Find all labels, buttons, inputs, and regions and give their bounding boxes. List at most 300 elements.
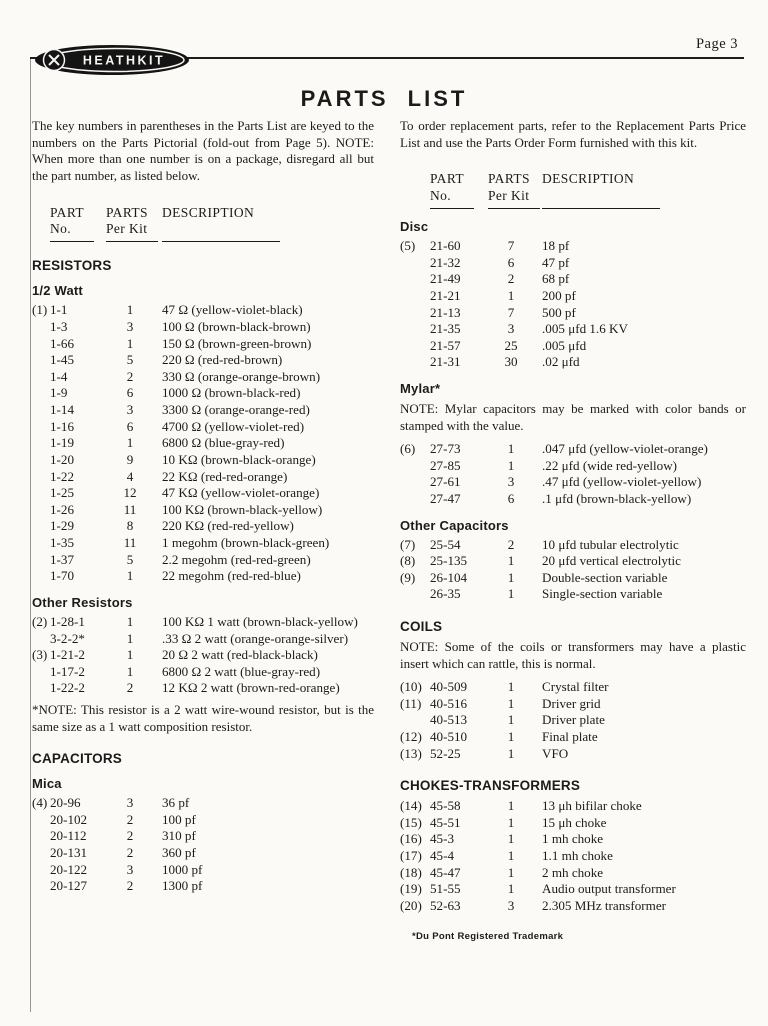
part-description: 4700 Ω (yellow-violet-red) [162, 418, 305, 434]
parts-per-kit: 3 [507, 474, 515, 490]
part-key-number [32, 862, 50, 879]
part-number: 45-58 [430, 798, 461, 814]
part-number: 21-31 [430, 354, 461, 370]
column-header-key-spacer [400, 171, 430, 209]
parts-per-kit: 1 [507, 814, 515, 830]
parts-per-kit: 1 [507, 881, 515, 897]
part-description: 47 KΩ (yellow-violet-orange) [162, 485, 320, 501]
table-row [32, 402, 374, 419]
part-number: 40-509 [430, 679, 468, 694]
section-heading: COILS [400, 619, 443, 634]
table-row [32, 568, 374, 585]
table-row [400, 255, 746, 272]
part-number: 1-4 [50, 368, 68, 384]
trademark-footnote: *Du Pont Registered Trademark [412, 930, 564, 942]
content-columns [32, 118, 746, 1026]
parts-per-kit: 2 [126, 878, 134, 894]
part-description: 3300 Ω (orange-orange-red) [162, 402, 310, 417]
section-heading: CAPACITORS [32, 751, 123, 766]
part-number: 45-4 [430, 848, 455, 863]
parts-per-kit: 6 [507, 254, 515, 270]
intro-paragraph-left: The key numbers in parentheses in the Parts List are keyed to the numbers on the Parts Pictorial (fold-out from Page 5). NOTE: When more than one number is on a package, disregard all but the part number, as listed below. [32, 118, 374, 183]
part-description: Driver grid [542, 695, 601, 711]
table-row [32, 828, 374, 845]
left-column-blocks [32, 205, 374, 895]
parts-rows [400, 537, 746, 604]
part-description: 36 pf [162, 795, 190, 810]
parts-per-kit: 1 [126, 568, 134, 584]
part-description: 20 μfd vertical electrolytic [542, 553, 681, 569]
table-row [32, 664, 374, 681]
parts-per-kit: 5 [126, 551, 134, 567]
table-row [400, 848, 746, 865]
parts-per-kit: 1 [126, 435, 134, 451]
part-number: 1-26 [50, 501, 75, 517]
part-description: 360 pf [162, 844, 196, 860]
parts-per-kit: 2 [507, 536, 515, 552]
parts-per-kit: 2 [126, 844, 134, 860]
table-row [400, 474, 746, 491]
parts-rows [400, 798, 746, 914]
part-description: 1 megohm (brown-black-green) [162, 535, 330, 550]
part-number: 1-70 [50, 568, 75, 584]
table-row [32, 552, 374, 569]
part-key-number [400, 474, 430, 491]
column-header-parts-per-kit [106, 205, 158, 243]
header-label-line: PART [50, 204, 85, 220]
part-number: 45-3 [430, 831, 455, 847]
note-text: *NOTE: This resistor is a 2 watt wire-wound resistor, but is the same size as a 1 watt composition resistor. [32, 702, 374, 734]
part-key-number [400, 586, 430, 603]
parts-per-kit: 1 [507, 287, 515, 303]
part-description: 100 Ω (brown-black-brown) [162, 318, 311, 334]
part-key-number: (2) [32, 613, 48, 629]
table-row [400, 712, 746, 729]
part-description: 6800 Ω 2 watt (blue-gray-red) [162, 663, 321, 679]
part-description: Audio output transformer [542, 881, 676, 897]
part-key-number: (5) [400, 238, 416, 253]
table-row [400, 354, 746, 371]
part-key-number: (12) [400, 728, 422, 744]
part-key-number [32, 485, 50, 502]
part-key-number: (18) [400, 864, 422, 880]
parts-rows [400, 441, 746, 508]
part-key-number: (1) [32, 302, 48, 318]
part-key-number [32, 552, 50, 569]
part-key-number [32, 828, 50, 845]
column-header-part-no [430, 171, 474, 209]
part-key-number: (10) [400, 679, 422, 694]
header-label-line: Per Kit [106, 221, 148, 237]
parts-rows [400, 238, 746, 371]
part-description: 47 Ω (yellow-violet-black) [162, 302, 303, 318]
part-number: 1-37 [50, 551, 75, 567]
part-key-number [32, 845, 50, 862]
header-label-line: PARTS [106, 204, 148, 220]
left-column [32, 118, 374, 1026]
part-number: 1-9 [50, 385, 68, 401]
part-description: 220 KΩ (red-red-yellow) [162, 518, 294, 534]
part-key-number [400, 491, 430, 508]
page-title: PARTS LIST [300, 86, 468, 111]
parts-per-kit: 1 [507, 679, 515, 694]
part-key-number: (15) [400, 814, 422, 830]
table-row [32, 369, 374, 386]
table-row [400, 271, 746, 288]
part-key-number [32, 469, 50, 486]
parts-rows [400, 679, 746, 762]
subsection-heading: 1/2 Watt [32, 283, 83, 299]
heathkit-logo [34, 44, 190, 76]
part-key-number [400, 255, 430, 272]
table-header [400, 171, 746, 209]
part-number: 1-29 [50, 518, 75, 534]
table-row [400, 570, 746, 587]
part-description: 47 pf [542, 254, 570, 270]
part-key-number [32, 369, 50, 386]
part-description: 1 mh choke [542, 831, 604, 847]
table-row [32, 647, 374, 664]
parts-per-kit: 11 [123, 535, 137, 550]
table-row [32, 502, 374, 519]
part-key-number [32, 535, 50, 552]
part-description: Crystal filter [542, 679, 609, 694]
parts-per-kit: 3 [507, 321, 515, 337]
table-row [32, 631, 374, 648]
parts-per-kit: 1 [507, 864, 515, 880]
table-row [32, 680, 374, 697]
part-description: 150 Ω (brown-green-brown) [162, 335, 312, 351]
part-number: 27-73 [430, 441, 461, 456]
part-number: 52-63 [430, 897, 461, 913]
intro-paragraph-right: To order replacement parts, refer to the Replacement Parts Price List and use the Parts Order Form furnished with this kit. [400, 118, 746, 150]
table-row [32, 385, 374, 402]
part-key-number [32, 402, 50, 419]
parts-per-kit: 3 [126, 402, 134, 417]
part-key-number [400, 321, 430, 338]
part-number: 1-16 [50, 418, 75, 434]
subsection-heading: Other Resistors [32, 594, 133, 610]
part-number: 26-104 [430, 569, 468, 585]
part-description: 310 pf [162, 828, 196, 844]
part-description: 100 KΩ (brown-black-yellow) [162, 501, 323, 517]
part-key-number: (19) [400, 881, 422, 897]
part-description: .22 μfd (wide red-yellow) [542, 457, 678, 473]
parts-per-kit: 2 [126, 368, 134, 384]
parts-per-kit: 1 [126, 335, 134, 351]
part-number: 1-35 [50, 535, 75, 550]
parts-rows [32, 614, 374, 697]
part-key-number [32, 336, 50, 353]
part-number: 51-55 [430, 881, 461, 897]
part-description: 2.305 MHz transformer [542, 897, 666, 913]
part-key-number: (6) [400, 441, 416, 456]
parts-per-kit: 1 [507, 712, 515, 728]
part-key-number: (20) [400, 897, 422, 913]
parts-per-kit: 2 [126, 811, 134, 827]
part-number: 21-57 [430, 337, 461, 353]
part-key-number [400, 712, 430, 729]
parts-per-kit: 1 [126, 302, 134, 318]
part-number: 45-47 [430, 864, 461, 880]
part-description: 200 pf [542, 287, 576, 303]
part-number: 1-28-1 [50, 613, 85, 629]
parts-per-kit: 1 [507, 745, 515, 761]
table-row [400, 746, 746, 763]
parts-per-kit: 8 [126, 518, 134, 534]
part-number: 21-49 [430, 271, 461, 287]
table-row [400, 238, 746, 255]
parts-per-kit: 30 [504, 354, 518, 370]
table-row [400, 798, 746, 815]
part-description: 18 pf [542, 238, 570, 253]
part-description: 10 μfd tubular electrolytic [542, 536, 679, 552]
table-row [400, 553, 746, 570]
parts-per-kit: 3 [126, 795, 134, 810]
header-label-line: PART [430, 171, 465, 187]
table-row [400, 865, 746, 882]
part-number: 20-102 [50, 811, 88, 827]
part-description: 22 megohm (red-red-blue) [162, 568, 301, 584]
table-row [400, 491, 746, 508]
part-number: 20-122 [50, 861, 88, 877]
part-description: .02 μfd [542, 354, 580, 370]
part-number: 20-127 [50, 878, 88, 894]
parts-per-kit: 1 [507, 848, 515, 863]
part-number: 20-96 [50, 795, 81, 810]
table-row [400, 288, 746, 305]
part-number: 1-17-2 [50, 663, 85, 679]
part-key-number [32, 568, 50, 585]
part-description: 1300 pf [162, 878, 203, 894]
part-description: 13 μh bifilar choke [542, 798, 642, 814]
part-key-number [32, 812, 50, 829]
part-description: .047 μfd (yellow-violet-orange) [542, 441, 708, 456]
parts-per-kit: 3 [126, 318, 134, 334]
parts-per-kit: 6 [126, 385, 134, 401]
table-row [400, 537, 746, 554]
subsection-heading: Mica [32, 776, 62, 791]
header-label-line: PARTS [488, 171, 530, 187]
part-description: 15 μh choke [542, 814, 607, 830]
part-description: 1000 pf [162, 861, 203, 877]
part-key-number [32, 631, 50, 648]
parts-per-kit: 2 [126, 680, 134, 696]
part-number: 1-20 [50, 451, 75, 467]
part-description: 2.2 megohm (red-red-green) [162, 551, 311, 567]
parts-per-kit: 1 [507, 728, 515, 744]
part-description: .005 μfd 1.6 KV [542, 321, 628, 337]
subsection-heading: Other Capacitors [400, 517, 509, 533]
parts-per-kit: 1 [507, 569, 515, 585]
table-row [32, 336, 374, 353]
part-number: 21-21 [430, 287, 461, 303]
parts-per-kit: 12 [123, 485, 137, 501]
part-description: 330 Ω (orange-orange-brown) [162, 368, 321, 384]
table-row [400, 441, 746, 458]
part-key-number [32, 435, 50, 452]
parts-per-kit: 11 [123, 501, 137, 517]
header-label-line: Per Kit [488, 188, 530, 204]
part-key-number [400, 271, 430, 288]
part-key-number [400, 305, 430, 322]
part-description: Driver plate [542, 712, 605, 728]
part-description: .33 Ω 2 watt (orange-orange-silver) [162, 630, 349, 646]
parts-per-kit: 1 [507, 553, 515, 569]
part-description: Single-section variable [542, 586, 663, 602]
parts-per-kit: 1 [507, 695, 515, 711]
header-label-line: DESCRIPTION [162, 204, 255, 220]
part-number: 27-61 [430, 474, 461, 490]
column-header-part-no [50, 205, 94, 243]
part-number: 1-19 [50, 435, 75, 451]
part-description: Double-section variable [542, 569, 668, 585]
table-row [32, 878, 374, 895]
part-description: .47 μfd (yellow-violet-yellow) [542, 474, 702, 490]
parts-per-kit: 1 [507, 441, 515, 456]
part-number: 1-1 [50, 302, 68, 318]
table-row [32, 485, 374, 502]
part-key-number [32, 518, 50, 535]
table-row [32, 419, 374, 436]
table-row [400, 815, 746, 832]
table-row [32, 518, 374, 535]
part-number: 40-513 [430, 712, 468, 728]
table-row [32, 352, 374, 369]
parts-per-kit: 5 [126, 352, 134, 368]
part-key-number [32, 452, 50, 469]
part-description: .005 μfd [542, 337, 587, 353]
part-key-number: (16) [400, 831, 422, 847]
column-header-description [542, 171, 660, 209]
part-number: 40-510 [430, 728, 468, 744]
right-column [400, 118, 746, 1026]
part-description: 6800 Ω (blue-gray-red) [162, 435, 285, 451]
part-number: 20-112 [50, 828, 87, 844]
part-key-number: (17) [400, 848, 422, 863]
table-row [32, 795, 374, 812]
part-number: 26-35 [430, 586, 461, 602]
parts-per-kit: 2 [126, 828, 134, 844]
part-number: 1-3 [50, 318, 68, 334]
table-row [32, 452, 374, 469]
part-number: 3-2-2* [50, 630, 85, 646]
parts-per-kit: 3 [507, 897, 515, 913]
table-row [400, 881, 746, 898]
note-text: NOTE: Some of the coils or transformers may have a plastic insert which can rattle, this is normal. [400, 639, 746, 671]
heathkit-logo-graphic [34, 44, 190, 76]
part-description: 1000 Ω (brown-black-red) [162, 385, 301, 401]
page-number: Page 3 [695, 36, 738, 52]
column-header-key-spacer [32, 205, 50, 243]
part-description: 500 pf [542, 304, 576, 320]
part-description: .1 μfd (brown-black-yellow) [542, 490, 692, 506]
table-row [32, 812, 374, 829]
header-label-line: No. [50, 221, 72, 237]
table-row [32, 302, 374, 319]
part-key-number: (11) [400, 695, 422, 711]
parts-rows [32, 795, 374, 895]
part-description: 12 KΩ 2 watt (brown-red-orange) [162, 680, 340, 696]
part-key-number [32, 352, 50, 369]
right-column-blocks [400, 171, 746, 914]
part-number: 21-60 [430, 238, 461, 253]
table-row [32, 319, 374, 336]
part-key-number [32, 319, 50, 336]
table-row [32, 862, 374, 879]
brand-name: HEATHKIT [82, 53, 166, 68]
part-number: 20-131 [50, 844, 88, 860]
part-key-number [32, 878, 50, 895]
part-number: 27-85 [430, 457, 461, 473]
table-header [32, 205, 374, 243]
part-key-number [32, 664, 50, 681]
part-description: 1.1 mh choke [542, 848, 613, 863]
parts-per-kit: 7 [507, 238, 515, 253]
part-description: 100 KΩ 1 watt (brown-black-yellow) [162, 613, 358, 629]
subsection-heading: Mylar* [400, 381, 441, 396]
part-number: 1-45 [50, 352, 75, 368]
parts-per-kit: 1 [126, 630, 134, 646]
part-number: 1-66 [50, 335, 75, 351]
table-row [400, 305, 746, 322]
part-description: 10 KΩ (brown-black-orange) [162, 451, 316, 467]
parts-per-kit: 4 [126, 468, 134, 484]
part-number: 1-22-2 [50, 680, 85, 696]
parts-per-kit: 6 [507, 490, 515, 506]
column-header-parts-per-kit [488, 171, 540, 209]
part-number: 40-516 [430, 695, 468, 711]
table-row [400, 696, 746, 713]
part-description: 20 Ω 2 watt (red-black-black) [162, 647, 318, 663]
part-key-number [32, 419, 50, 436]
section-heading: RESISTORS [32, 258, 112, 274]
part-description: 220 Ω (red-red-brown) [162, 352, 283, 368]
table-row [32, 845, 374, 862]
part-key-number: (8) [400, 553, 416, 569]
parts-per-kit: 25 [504, 337, 518, 353]
table-row [400, 679, 746, 696]
part-number: 27-47 [430, 490, 461, 506]
part-description: 22 KΩ (red-red-orange) [162, 468, 288, 484]
part-number: 21-32 [430, 254, 461, 270]
part-number: 1-25 [50, 485, 75, 501]
parts-per-kit: 1 [507, 831, 515, 847]
part-key-number: (3) [32, 647, 48, 663]
table-row [400, 831, 746, 848]
part-key-number [32, 502, 50, 519]
subsection-heading: Disc [400, 219, 429, 234]
table-row [400, 729, 746, 746]
part-number: 25-135 [430, 553, 468, 569]
part-key-number [400, 458, 430, 475]
parts-per-kit: 6 [126, 418, 134, 434]
table-row [32, 614, 374, 631]
part-key-number: (7) [400, 536, 416, 552]
part-description: 100 pf [162, 811, 196, 827]
table-row [400, 898, 746, 915]
parts-per-kit: 1 [126, 647, 134, 663]
part-description: 2 mh choke [542, 864, 604, 880]
part-description: VFO [542, 745, 569, 761]
note-text: NOTE: Mylar capacitors may be marked with color bands or stamped with the value. [400, 401, 746, 433]
table-row [400, 338, 746, 355]
part-number: 52-25 [430, 745, 461, 761]
part-description: Final plate [542, 728, 598, 744]
part-number: 21-13 [430, 304, 461, 320]
part-number: 25-54 [430, 536, 461, 552]
parts-per-kit: 1 [507, 798, 515, 814]
